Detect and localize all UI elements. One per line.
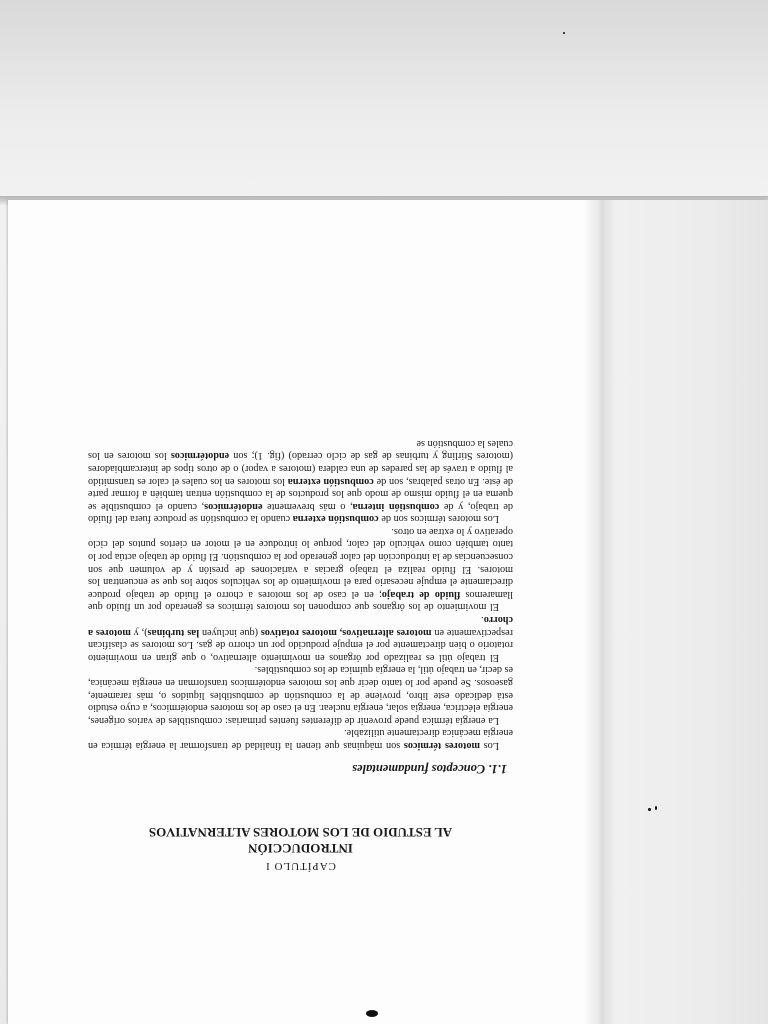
- ink-speck: [366, 1010, 378, 1017]
- ink-speck: [648, 808, 651, 811]
- page-gutter: [585, 200, 615, 1024]
- paragraph-bold-term: combustión interna: [352, 500, 440, 512]
- paragraph-text: los motores en los cuales el calor es transmitido al fluido a través de las paredes de una caldera (motores a vapor) o de otros tipos de intercambiadores (motores Stirling y turbinas de gas de ciclo cerrado) (fig. 1); son: [88, 450, 513, 487]
- paragraph-1: [88, 726, 513, 751]
- paragraph-bold-term: fluido de trabajo: [381, 588, 461, 600]
- ink-speck: [563, 32, 565, 34]
- paragraph-bold-term: endotérmicos: [204, 500, 263, 512]
- chapter-title-line-2: AL ESTUDIO DE LOS MOTORES ALTERNATIVOS: [148, 825, 453, 840]
- paragraph-bold-term: endotérmicos: [170, 450, 230, 462]
- paragraph-4: [88, 524, 513, 612]
- paragraph-3: [88, 612, 513, 662]
- paragraph-text: , o más brevemente: [262, 500, 353, 512]
- paragraph-bold-term: las turbinas: [147, 626, 200, 638]
- paragraph-bold-term: motores alternativos, motores rotativos: [260, 626, 432, 638]
- paragraph-text: ), y: [130, 626, 148, 638]
- chapter-title: [88, 824, 513, 856]
- paragraph-bold-term: motores a chorro: [88, 614, 513, 638]
- paragraph-5: [88, 436, 513, 524]
- paragraph-text: los motores en los cuales la combustión se: [88, 437, 513, 462]
- paragraph-text: cuando la combustión se produce fuera del fluido de trabajo, y de: [88, 500, 513, 525]
- paragraph-bold-term: combustión externa: [292, 513, 379, 525]
- paragraph-text: Los motores térmicos son de: [378, 513, 499, 525]
- paragraph-text: El movimiento de los órganos que componen los motores térmicos es generado por un fluido que llamaremos: [88, 588, 513, 613]
- section-title: 1.1. Conceptos fundamentales: [352, 762, 507, 776]
- chapter-title-line-1: INTRODUCCIÓN: [248, 841, 353, 856]
- paragraph-text: .: [481, 614, 484, 626]
- facing-page-edge: [615, 200, 768, 1024]
- paragraph-bold-term: motores térmicos: [403, 740, 480, 751]
- paragraph-text: El trabajo útil es realizado por órganos en movimiento alternativo, o que giran en movimiento rotatorio o bien directamente por el empuje producido por un chorro de gas. Los motores se clasifican respectivamente en: [88, 626, 513, 663]
- paragraph-text: (que incluyen: [199, 626, 261, 638]
- paragraph-text: son máquinas que tienen la finalidad de transformar la energía térmica en energía mecánica directamente utilizable.: [87, 727, 513, 751]
- printed-text-block-upside-down: [88, 262, 513, 872]
- chapter-label: CAPÍTULO I: [265, 860, 336, 872]
- ink-speck: [655, 806, 657, 810]
- paragraph-text: , cuando el combustible se quema en el fluido mismo de modo que los productos de la combustión entran también a formar parte de éste. En otras palabras, son de: [88, 475, 513, 512]
- paragraph-bold-term: combustión externa: [287, 475, 374, 487]
- paragraph-text: La energía térmica puede provenir de diferentes fuentes primarias: combustibles de varios orígenes, energía eléctrica, energía solar, energía nuclear. En el caso de los motores endotérmicos, a cuyo estudio está dedicado este libro, proviene de la combustión de combustibles líquidos o, más raramente, gaseosos. Se puede por lo tanto decir que los motores endotérmicos transforman en energía mecánica, es decir, en trabajo útil, la energía química de los combustibles.: [88, 664, 513, 726]
- paragraph-2: [88, 663, 513, 726]
- paragraph-text: Los: [479, 740, 499, 751]
- paragraph-text: ; en el caso de los motores a chorro el fluido de trabajo produce directamente el empuje necesario para el movimiento de los vehículos sobre los que se encuentran los motores. El fluido realiza el trabajo gracias a variaciones de presión y de volumen que son consecuencias de la introducción del calor generado por la combustión. El fluido de trabajo actúa por lo tanto también como vehículo del calor, porque lo introduce en el motor en ciertos puntos del ciclo operativo y lo extrae en otros.: [87, 525, 513, 600]
